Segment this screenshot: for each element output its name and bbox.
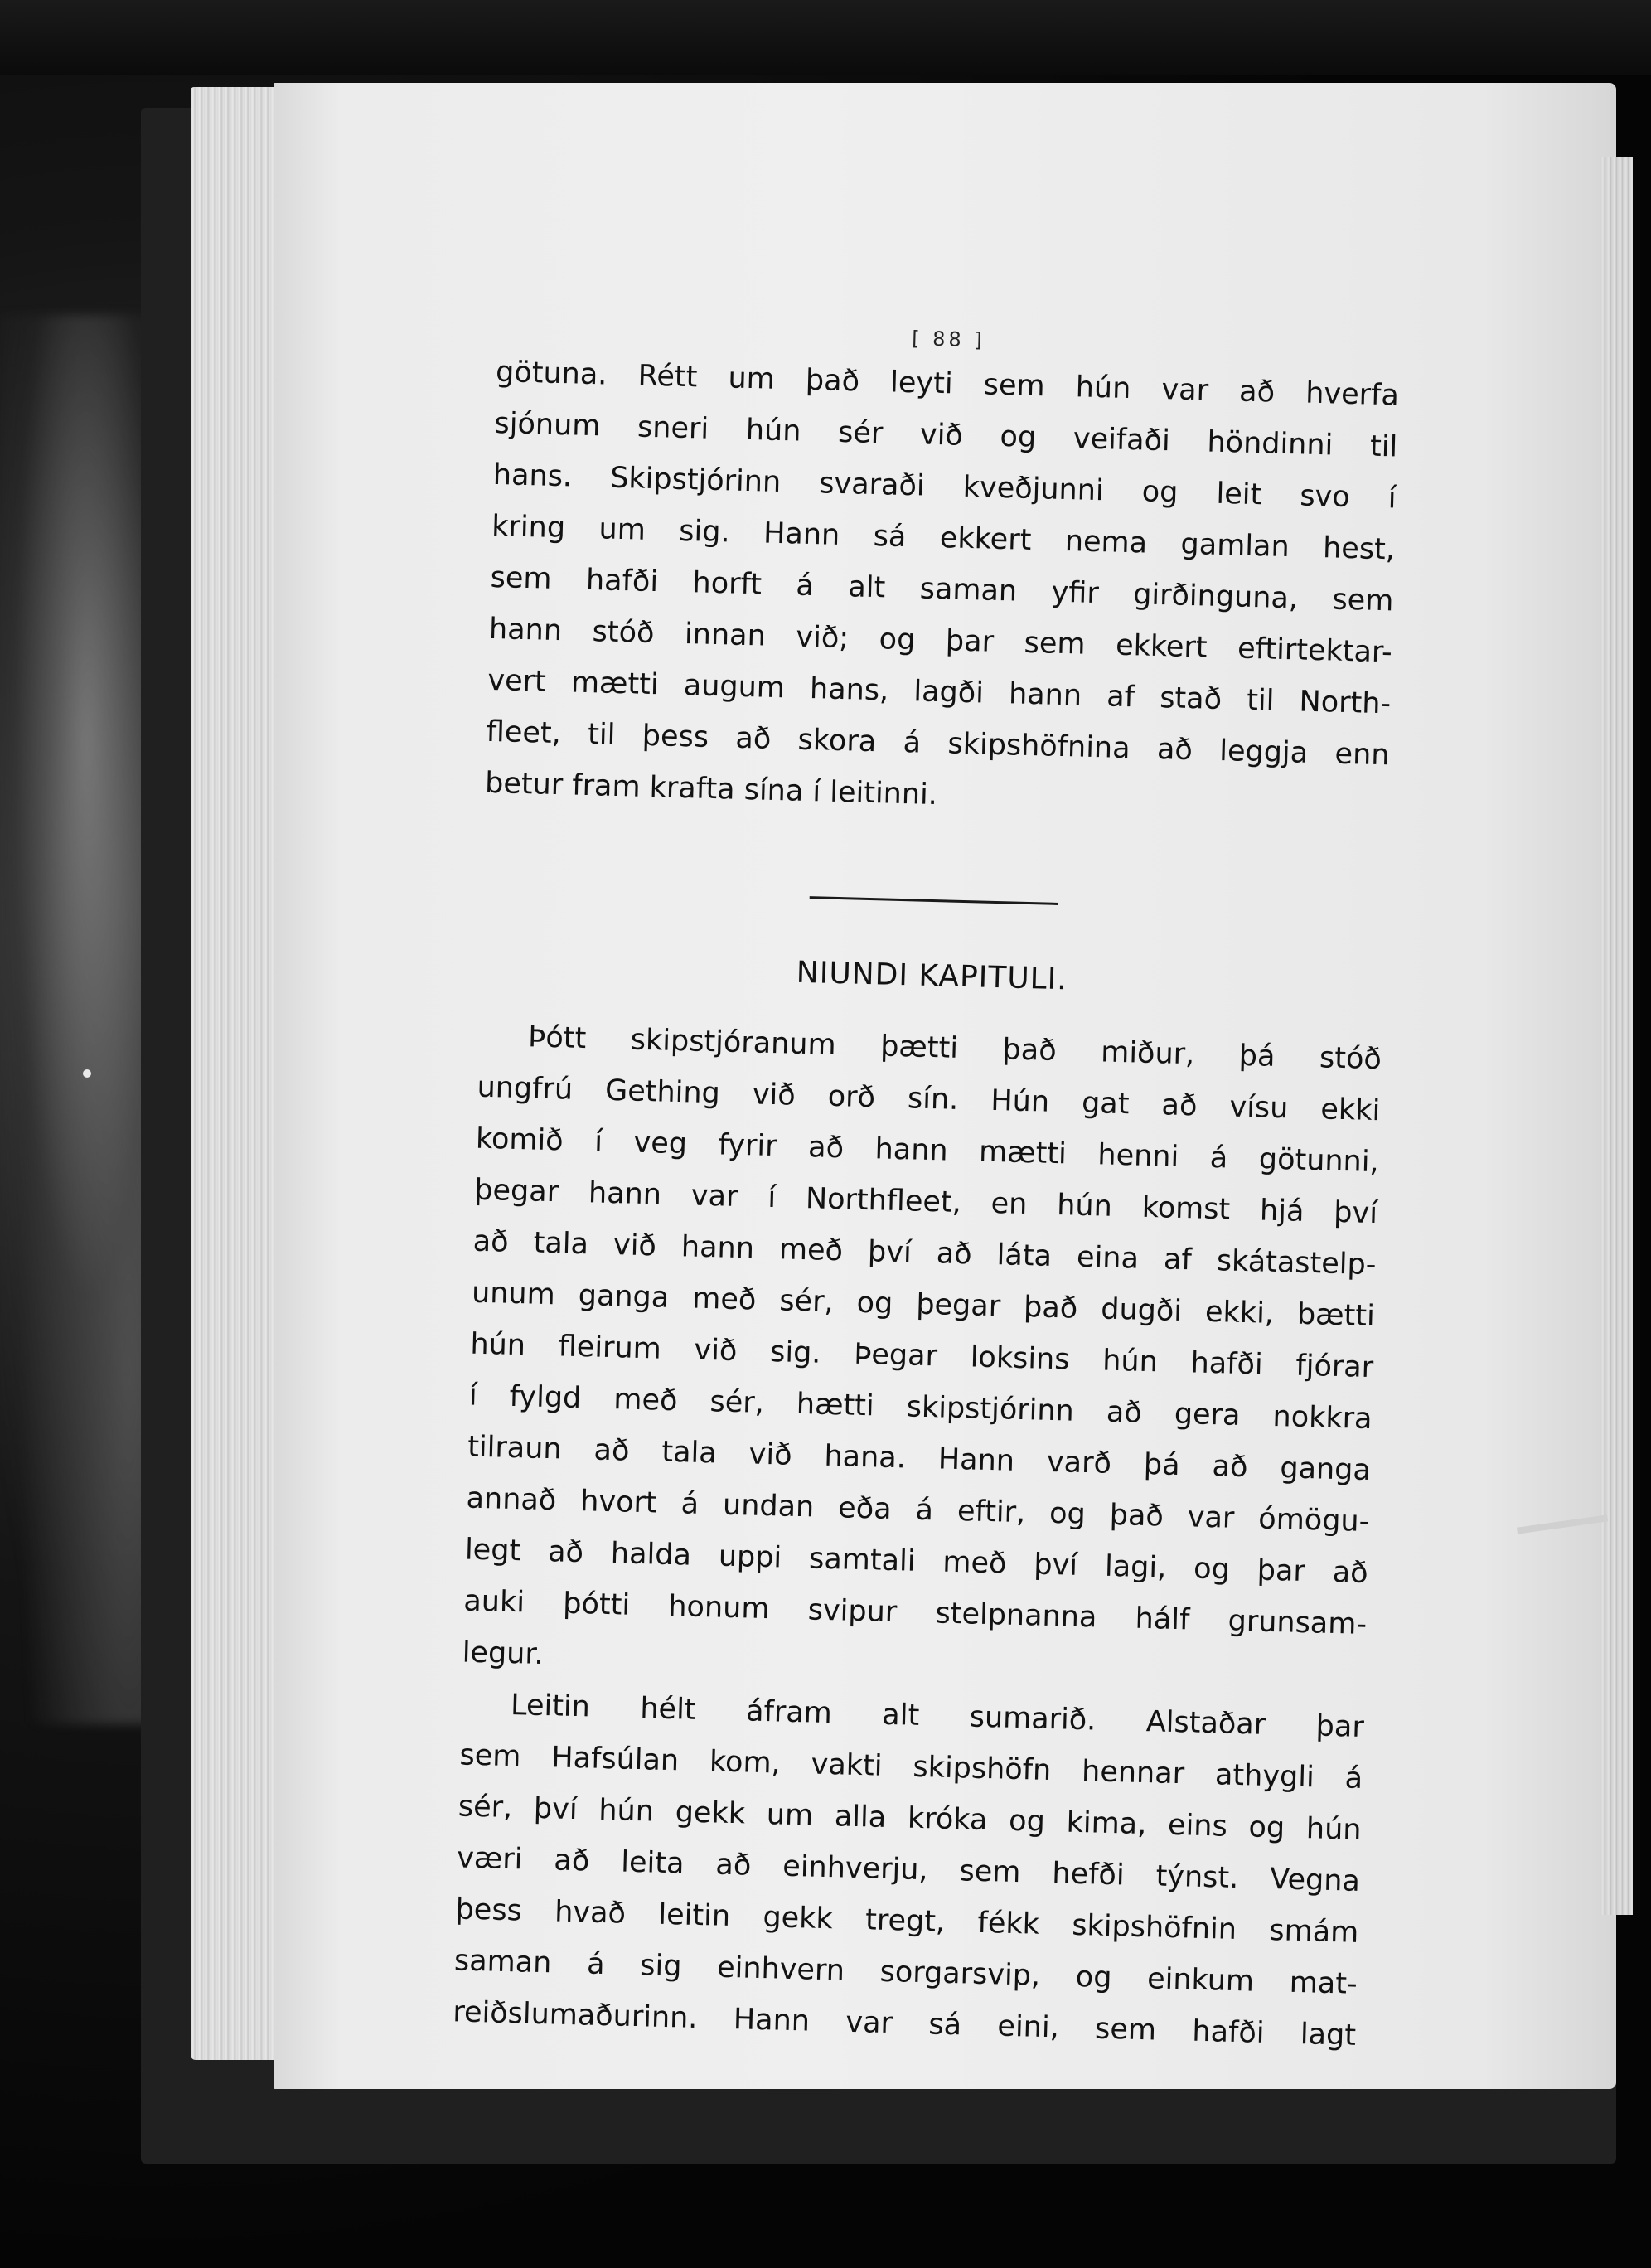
- text-line: í fylgd með sér, hætti skipstjórinn að gera nokkra: [468, 1379, 1373, 1437]
- text-line: tilraun að tala við hana. Hann varð þá að ganga: [467, 1430, 1372, 1488]
- text-line: þess hvað leitin gekk tregt, fékk skipshöfnin smám: [455, 1892, 1359, 1950]
- background-top: [0, 0, 1651, 75]
- text-line: annað hvort á undan eða á eftir, og það var ómögu-: [466, 1481, 1370, 1539]
- paragraph-2: [462, 1010, 1382, 1702]
- paragraph-3: [453, 1678, 1365, 2061]
- text-line: sjónum sneri hún sér við og veifaði höndinni til: [494, 406, 1398, 464]
- text-line: götuna. Rétt um það leyti sem hún var að hverfa: [495, 355, 1400, 413]
- text-line: Leitin hélt áfram alt sumarið. Alstaðar þar: [510, 1689, 1365, 1744]
- text-line: betur fram krafta sína í leitinni.: [484, 766, 938, 812]
- page-number: [ 88 ]: [911, 327, 986, 352]
- text-line: væri að leita að einhverju, sem hefði týnst. Vegna: [456, 1841, 1361, 1898]
- text-line: reiðslumaðurinn. Hann var sá eini, sem hafði lagt: [452, 1995, 1357, 2052]
- text-line: hún fleirum við sig. Þegar loksins hún hafði fjórar: [469, 1327, 1374, 1385]
- text-line: legt að halda uppi samtali með því lagi, og þar að: [464, 1533, 1369, 1591]
- text-line: komið í veg fyrir að hann mætti henni á götunni,: [475, 1122, 1380, 1180]
- text-line: auki þótti honum svipur stelpnanna hálf grunsam-: [462, 1584, 1368, 1641]
- text-line: sem hafði horft á alt saman yfir girðinguna, sem: [490, 560, 1394, 618]
- speck: [83, 1069, 91, 1078]
- page-stack-right: [1600, 158, 1633, 1915]
- text-line: fleet, til þess að skora á skipshöfnina að leggja enn: [486, 715, 1390, 773]
- text-line: kring um sig. Hann sá ekkert nema gamlan hest,: [491, 509, 1396, 567]
- text-line: þegar hann var í Northfleet, en hún komst hjá því: [473, 1173, 1378, 1231]
- text-line: unum ganga með sér, og þegar það dugði ekki, bætti: [471, 1276, 1376, 1334]
- page-text: [453, 315, 1401, 2062]
- text-line: saman á sig einhvern sorgarsvip, og einkum mat-: [453, 1944, 1358, 2001]
- text-line: hann stóð innan við; og þar sem ekkert eftirtektar-: [488, 612, 1393, 670]
- text-line: Þótt skipstjóranum þætti það miður, þá stóð: [527, 1020, 1382, 1077]
- paragraph-1: [484, 346, 1399, 832]
- text-line: hans. Skipstjórinn svaraði kveðjunni og leit svo í: [492, 458, 1397, 516]
- text-line: að tala við hann með því að láta eina af skátastelp-: [472, 1224, 1377, 1282]
- text-line: sem Hafsúlan kom, vakti skipshöfn hennar athygli á: [458, 1738, 1363, 1796]
- text-line: vert mætti augum hans, lagði hann af stað til North-: [487, 663, 1392, 721]
- text-line: ungfrú Gething við orð sín. Hún gat að vísu ekki: [477, 1070, 1381, 1128]
- text-line: sér, því hún gekk um alla króka og kima, eins og hún: [458, 1790, 1363, 1847]
- chapter-title: NIUNDI KAPITULI.: [796, 955, 1068, 997]
- section-divider: [810, 896, 1058, 905]
- text-line: legur.: [462, 1636, 545, 1672]
